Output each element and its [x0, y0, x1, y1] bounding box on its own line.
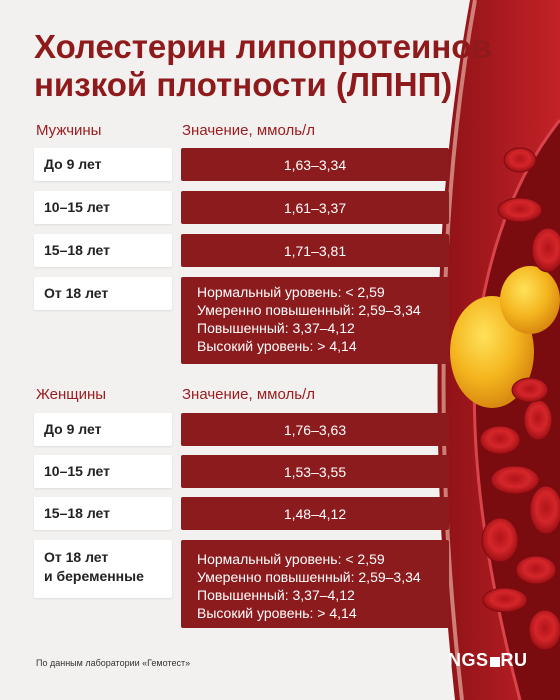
men-level-high: Высокий уровень: > 4,14	[197, 338, 357, 354]
men-level-elevated: Повышенный: 3,37–4,12	[197, 320, 355, 336]
page-title: Холестерин липопротеинов низкой плотности (ЛПНП)	[34, 28, 492, 103]
logo-text-ngs: NGS	[448, 650, 489, 670]
women-level-high: Высокий уровень: > 4,14	[197, 605, 357, 621]
women-level-elevated: Повышенный: 3,37–4,12	[197, 587, 355, 603]
men-age-under-9: До 9 лет	[34, 148, 172, 181]
men-levels-over-18	[181, 277, 449, 364]
women-age-10-15: 10–15 лет	[34, 455, 172, 488]
women-level-moderate: Умеренно повышенный: 2,59–3,34	[197, 569, 421, 585]
men-level-moderate: Умеренно повышенный: 2,59–3,34	[197, 302, 421, 318]
men-level-normal: Нормальный уровень: < 2,59	[197, 284, 385, 300]
men-value-15-18: 1,71–3,81	[181, 234, 449, 267]
women-age-over-18-pregnant	[34, 540, 172, 598]
women-age-under-9: До 9 лет	[34, 413, 172, 446]
women-level-normal: Нормальный уровень: < 2,59	[197, 551, 385, 567]
women-value-15-18: 1,48–4,12	[181, 497, 449, 530]
women-value-10-15: 1,53–3,55	[181, 455, 449, 488]
men-value-under-9: 1,63–3,34	[181, 148, 449, 181]
women-levels-over-18	[181, 540, 449, 628]
men-value-header: Значение, ммоль/л	[182, 122, 315, 139]
women-age-over-18-line2: и беременные	[44, 568, 144, 584]
women-value-under-9: 1,76–3,63	[181, 413, 449, 446]
ngs-logo	[448, 650, 528, 671]
women-age-15-18: 15–18 лет	[34, 497, 172, 530]
logo-square-icon	[490, 657, 500, 667]
women-value-header: Значение, ммоль/л	[182, 386, 315, 403]
women-age-over-18-line1: От 18 лет	[44, 549, 109, 565]
men-age-15-18: 15–18 лет	[34, 234, 172, 267]
source-note: По данным лаборатории «Гемотест»	[36, 658, 191, 668]
men-age-10-15: 10–15 лет	[34, 191, 172, 224]
women-section-label: Женщины	[36, 386, 107, 403]
men-age-over-18: От 18 лет	[34, 277, 172, 310]
men-section-label: Мужчины	[36, 122, 102, 139]
logo-text-ru: RU	[500, 650, 528, 670]
men-value-10-15: 1,61–3,37	[181, 191, 449, 224]
